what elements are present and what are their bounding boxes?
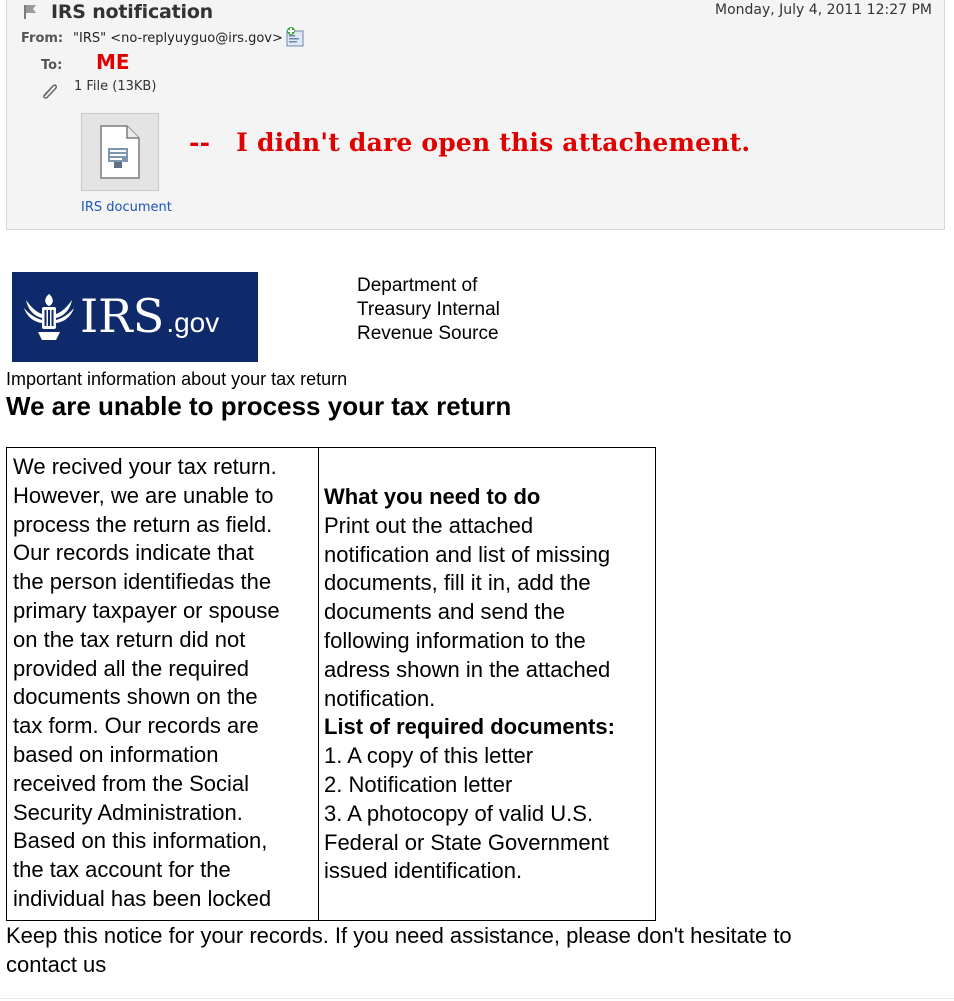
footer-notice [6, 921, 906, 979]
email-date: Monday, July 4, 2011 12:27 PM [715, 2, 932, 18]
document-list-item: Federal or State Government [324, 829, 609, 855]
attachment-thumbnail[interactable] [81, 113, 159, 191]
logo-irs: IRS [80, 289, 165, 343]
bottom-divider [0, 998, 954, 999]
flag-icon[interactable] [23, 4, 37, 20]
column-divider [318, 448, 319, 920]
annotation-dash: -- [189, 128, 211, 157]
footer-line: Keep this notice for your records. If you need assistance, please don't hesitate to [6, 923, 792, 948]
annotation-text [189, 128, 750, 157]
explanation-line: Our records indicate that [13, 540, 254, 566]
documents-list-heading: List of required documents: [324, 714, 615, 740]
explanation-line: provided all the required [13, 655, 250, 681]
document-list-item: 2. Notification letter [324, 771, 513, 797]
explanation-line: documents shown on the [13, 684, 258, 710]
irs-logo [12, 272, 258, 362]
notice-table [6, 447, 656, 921]
explanation-line: tax form. Our records are [13, 713, 259, 739]
explanation-line: the tax account for the [13, 857, 231, 883]
eagle-seal-icon [22, 292, 76, 342]
explanation-line: on the tax return did not [13, 626, 246, 652]
instruction-line: documents and send the [324, 599, 565, 625]
sender-address[interactable]: "IRS" <no-replyuyguo@irs.gov> [73, 31, 283, 46]
explanation-line: We recived your tax return. [13, 454, 277, 479]
annotation-message: I didn't dare open this attachement. [236, 128, 751, 157]
footer-line: contact us [6, 952, 107, 977]
department-name [357, 274, 527, 346]
instruction-line: adress shown in the attached [324, 656, 611, 682]
add-contact-icon[interactable] [284, 26, 306, 48]
logo-gov: .gov [166, 307, 220, 338]
instructions-heading: What you need to do [324, 484, 541, 509]
explanation-line: received from the Social [13, 770, 249, 796]
instruction-line: notification and list of missing [324, 541, 611, 567]
explanation-line: process the return as field. [13, 511, 273, 537]
explanation-line: individual has been locked [13, 885, 272, 911]
instruction-line: documents, fill it in, add the [324, 570, 591, 596]
explanation-line: primary taxpayer or spouse [13, 597, 280, 623]
explanation-line: Security Administration. [13, 799, 243, 825]
explanation-line: based on information [13, 741, 219, 767]
instruction-line: following information to the [324, 627, 586, 653]
email-subject: IRS notification [51, 1, 214, 23]
attachment-count: 1 File (13KB) [74, 79, 157, 94]
department-line: Department of [357, 275, 478, 296]
document-list-item: 1. A copy of this letter [324, 743, 534, 769]
from-label: From: [21, 31, 64, 46]
pre-title: Important information about your tax return [6, 369, 348, 389]
instructions-column [324, 483, 654, 886]
instruction-line: notification. [324, 685, 436, 711]
explanation-line: the person identifiedas the [13, 569, 272, 595]
explanation-line: However, we are unable to [13, 482, 274, 508]
department-line: Treasury Internal [357, 299, 500, 320]
document-list-item: issued identification. [324, 858, 523, 884]
department-line: Revenue Source [357, 323, 499, 344]
document-list-item: 3. A photocopy of valid U.S. [324, 800, 594, 826]
letter-title: We are unable to process your tax return [6, 391, 512, 421]
logo-wordmark [80, 288, 219, 351]
recipient: ME [96, 50, 130, 74]
email-header [6, 0, 945, 230]
instruction-line: Print out the attached [324, 512, 534, 538]
to-label: To: [41, 58, 63, 73]
explanation-line: Based on this information, [13, 828, 268, 854]
explanation-column [13, 453, 313, 914]
attachment-link[interactable]: IRS document [81, 200, 172, 215]
paperclip-icon [39, 80, 59, 100]
document-icon [97, 124, 143, 180]
